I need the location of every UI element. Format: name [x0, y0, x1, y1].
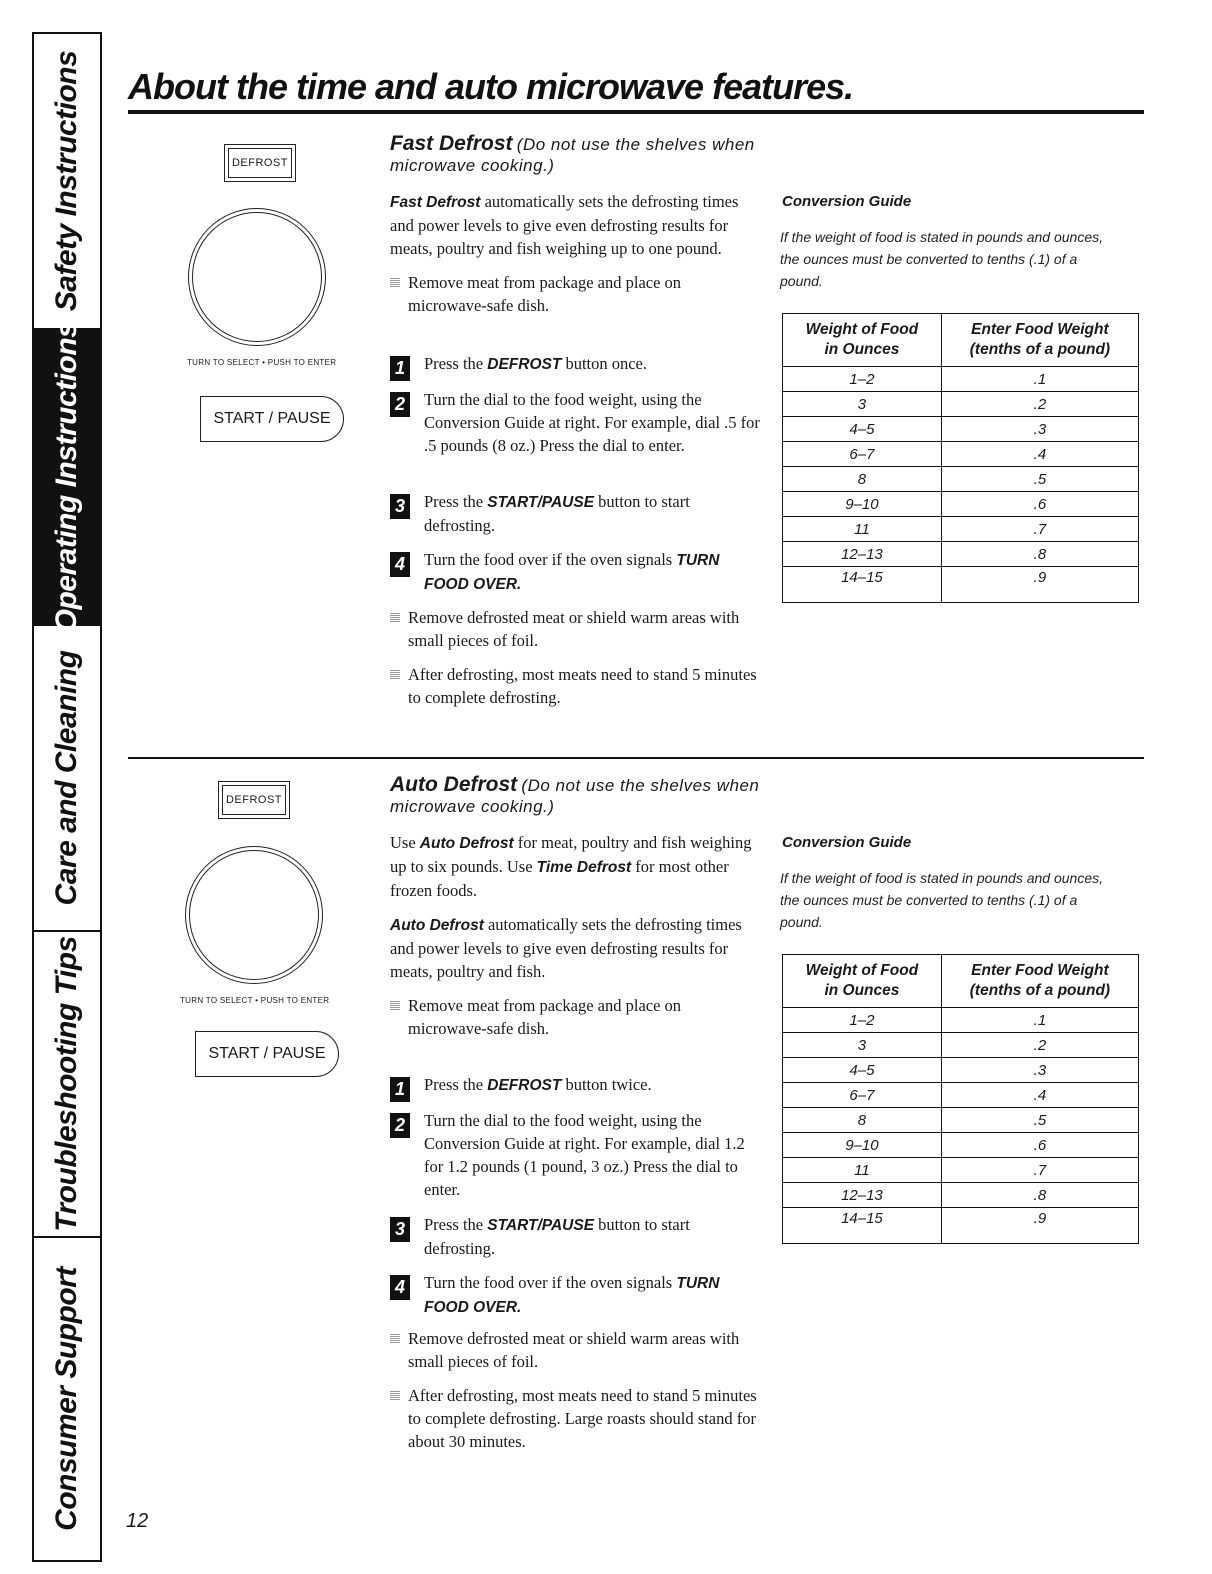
- list-item: Remove meat from package and place on microwave-safe dish.: [390, 271, 760, 317]
- step-2: [390, 388, 760, 457]
- page-title: About the time and auto microwave features.: [128, 66, 854, 107]
- cell-tenths: .9: [941, 1208, 1138, 1244]
- tab-label: Care and Cleaning: [50, 650, 83, 906]
- cell-ounces: 4–5: [783, 1058, 942, 1083]
- step-bold: TURN FOOD OVER.: [424, 552, 720, 593]
- fast-defrost-title: Fast Defrost: [390, 132, 513, 155]
- list-item: Remove meat from package and place on microwave-safe dish.: [390, 994, 760, 1040]
- step-text: button to start defrosting.: [424, 492, 690, 535]
- list-item: Remove defrosted meat or shield warm areas with small pieces of foil.: [390, 1327, 760, 1373]
- conversion-guide-note: If the weight of food is stated in pounds and ounces, the ounces must be converted to tenths (.1) of a pound.: [780, 870, 1103, 930]
- step-1: [390, 1073, 760, 1097]
- text: Use: [390, 833, 420, 852]
- step-number: 4: [390, 552, 410, 577]
- tab-label: Consumer Support: [50, 1267, 83, 1531]
- cell-tenths: .8: [941, 1183, 1138, 1208]
- step-number: 2: [390, 392, 410, 417]
- conversion-table: [782, 954, 1139, 1244]
- table-row: [783, 1058, 1139, 1083]
- step-3: [390, 1213, 760, 1260]
- column-header: Weight of Food in Ounces: [783, 955, 942, 1008]
- auto-defrost-heading: [390, 774, 760, 817]
- cell-tenths: .6: [941, 492, 1138, 517]
- cell-tenths: .5: [941, 467, 1138, 492]
- section-divider: [128, 757, 1144, 759]
- dial-illustration: [185, 846, 323, 984]
- fast-defrost-note: (Do not use the shelves when microwave cooking.): [390, 135, 755, 175]
- defrost-button-illustration: DEFROST: [218, 781, 290, 819]
- step-text: Turn the food over if the oven signals: [424, 550, 677, 569]
- tab-label: Troubleshooting Tips: [50, 936, 83, 1232]
- table-row: [783, 367, 1139, 392]
- column-header: Enter Food Weight (tenths of a pound): [941, 314, 1138, 367]
- table-row: [783, 442, 1139, 467]
- column-header: Enter Food Weight (tenths of a pound): [941, 955, 1138, 1008]
- text: for most other frozen foods.: [390, 857, 729, 900]
- table-row: [783, 392, 1139, 417]
- cell-ounces: 12–13: [783, 1183, 942, 1208]
- start-pause-button-illustration: START / PAUSE: [200, 396, 344, 442]
- step-4: [390, 1271, 760, 1319]
- table-row: [783, 542, 1139, 567]
- step-bold: TURN FOOD OVER.: [424, 1275, 720, 1316]
- table-row: [783, 492, 1139, 517]
- step-text: Turn the food over if the oven signals: [424, 1273, 677, 1292]
- step-bold: DEFROST: [487, 356, 562, 373]
- table-row: [783, 1158, 1139, 1183]
- intro-text: automatically sets the defrosting times and power levels to give even defrosting results for meats, poultry and fish.: [390, 915, 742, 981]
- step-number: 3: [390, 1217, 410, 1242]
- cell-tenths: .2: [941, 1033, 1138, 1058]
- cell-tenths: .1: [941, 1008, 1138, 1033]
- step-bold: START/PAUSE: [487, 494, 595, 511]
- cell-ounces: 9–10: [783, 1133, 942, 1158]
- table-row: [783, 1033, 1139, 1058]
- conversion-table: [782, 313, 1139, 603]
- text-bold: Time Defrost: [536, 859, 632, 876]
- table-row: [783, 417, 1139, 442]
- step-text: Press the: [424, 1075, 488, 1094]
- cell-tenths: .9: [941, 567, 1138, 603]
- step-text: Turn the dial to the food weight, using the Conversion Guide at right. For example, dial .5 for .5 pounds (8 oz.) Press the dial to enter.: [424, 390, 760, 455]
- cell-ounces: 9–10: [783, 492, 942, 517]
- cell-ounces: 11: [783, 517, 942, 542]
- cell-tenths: .5: [941, 1108, 1138, 1133]
- cell-ounces: 14–15: [783, 567, 942, 603]
- tab-consumer-support[interactable]: [34, 1238, 100, 1560]
- step-text: Turn the dial to the food weight, using the Conversion Guide at right. For example, dial 1.2 for 1.2 pounds (1 pound, 3 oz.) Press the dial to enter.: [424, 1111, 745, 1199]
- intro-bold: Fast Defrost: [390, 194, 481, 211]
- step-4: [390, 548, 760, 596]
- cell-ounces: 8: [783, 467, 942, 492]
- dial-illustration: [188, 208, 326, 346]
- cell-ounces: 1–2: [783, 367, 942, 392]
- step-bold: START/PAUSE: [487, 1217, 595, 1234]
- step-text: Press the: [424, 354, 488, 373]
- text-bold: Auto Defrost: [419, 835, 514, 852]
- cell-tenths: .3: [941, 1058, 1138, 1083]
- step-3: [390, 490, 760, 537]
- table-row: [783, 1083, 1139, 1108]
- tab-safety-instructions[interactable]: [34, 34, 100, 330]
- conversion-guide-note: If the weight of food is stated in pounds and ounces, the ounces must be converted to tenths (.1) of a pound.: [780, 229, 1103, 289]
- fast-defrost-heading: [390, 133, 760, 176]
- cell-ounces: 6–7: [783, 1083, 942, 1108]
- step-number: 1: [390, 356, 410, 381]
- conversion-guide-title: Conversion Guide: [782, 834, 912, 851]
- intro-text: automatically sets the defrosting times and power levels to give even defrosting results for meats, poultry and fish weighing up to one pound.: [390, 192, 739, 258]
- page-number: 12: [126, 1510, 149, 1532]
- section-tabs-sidebar: [32, 32, 102, 1562]
- title-rule: [128, 110, 1144, 114]
- tab-label: Safety Instructions: [50, 50, 83, 312]
- step-text: button once.: [561, 354, 648, 373]
- table-body: [783, 1008, 1139, 1244]
- start-pause-button-illustration: START / PAUSE: [195, 1031, 339, 1077]
- tab-care-and-cleaning[interactable]: [34, 626, 100, 932]
- step-number: 3: [390, 494, 410, 519]
- cell-tenths: .7: [941, 517, 1138, 542]
- dial-caption: TURN TO SELECT • PUSH TO ENTER: [180, 996, 330, 1005]
- cell-ounces: 8: [783, 1108, 942, 1133]
- table-row: [783, 467, 1139, 492]
- defrost-button-illustration: DEFROST: [224, 144, 296, 182]
- cell-ounces: 12–13: [783, 542, 942, 567]
- dial-caption: TURN TO SELECT • PUSH TO ENTER: [187, 358, 337, 367]
- list-item: Remove defrosted meat or shield warm areas with small pieces of foil.: [390, 606, 760, 652]
- cell-ounces: 6–7: [783, 442, 942, 467]
- cell-tenths: .3: [941, 417, 1138, 442]
- table-row: [783, 517, 1139, 542]
- cell-tenths: .4: [941, 1083, 1138, 1108]
- auto-defrost-body: [390, 831, 760, 1491]
- step-number: 1: [390, 1077, 410, 1102]
- cell-tenths: .2: [941, 392, 1138, 417]
- step-text: Press the: [424, 492, 488, 511]
- step-text: Press the: [424, 1215, 488, 1234]
- cell-tenths: .6: [941, 1133, 1138, 1158]
- table-row: [783, 1133, 1139, 1158]
- tab-troubleshooting-tips[interactable]: [34, 932, 100, 1238]
- step-number: 2: [390, 1113, 410, 1138]
- cell-tenths: .7: [941, 1158, 1138, 1183]
- tab-operating-instructions[interactable]: [34, 321, 100, 633]
- cell-ounces: 4–5: [783, 417, 942, 442]
- cell-ounces: 1–2: [783, 1008, 942, 1033]
- cell-ounces: 3: [783, 1033, 942, 1058]
- cell-ounces: 3: [783, 392, 942, 417]
- step-text: button twice.: [561, 1075, 652, 1094]
- conversion-guide-title: Conversion Guide: [782, 193, 912, 210]
- table-row: [783, 1208, 1139, 1244]
- cell-ounces: 11: [783, 1158, 942, 1183]
- cell-tenths: .4: [941, 442, 1138, 467]
- table-body: [783, 367, 1139, 603]
- step-bold: DEFROST: [487, 1077, 562, 1094]
- intro-bold: Auto Defrost: [390, 917, 484, 934]
- list-item: After defrosting, most meats need to stand 5 minutes to complete defrosting.: [390, 663, 760, 709]
- step-text: button to start defrosting.: [424, 1215, 690, 1258]
- step-number: 4: [390, 1275, 410, 1300]
- auto-defrost-note: (Do not use the shelves when microwave cooking.): [390, 776, 760, 816]
- step-1: [390, 352, 760, 376]
- fast-defrost-body: [390, 190, 760, 710]
- cell-ounces: 14–15: [783, 1208, 942, 1244]
- cell-tenths: .8: [941, 542, 1138, 567]
- table-row: [783, 567, 1139, 603]
- column-header: Weight of Food in Ounces: [783, 314, 942, 367]
- table-row: [783, 1108, 1139, 1133]
- text: for meat, poultry and fish weighing up to six pounds. Use: [390, 833, 752, 876]
- cell-tenths: .1: [941, 367, 1138, 392]
- table-row: [783, 1183, 1139, 1208]
- table-row: [783, 1008, 1139, 1033]
- step-2: [390, 1109, 760, 1201]
- tab-label: Operating Instructions: [50, 321, 83, 633]
- auto-defrost-title: Auto Defrost: [390, 773, 518, 796]
- list-item: After defrosting, most meats need to stand 5 minutes to complete defrosting. Large roasts should stand for about 30 minutes.: [390, 1384, 760, 1453]
